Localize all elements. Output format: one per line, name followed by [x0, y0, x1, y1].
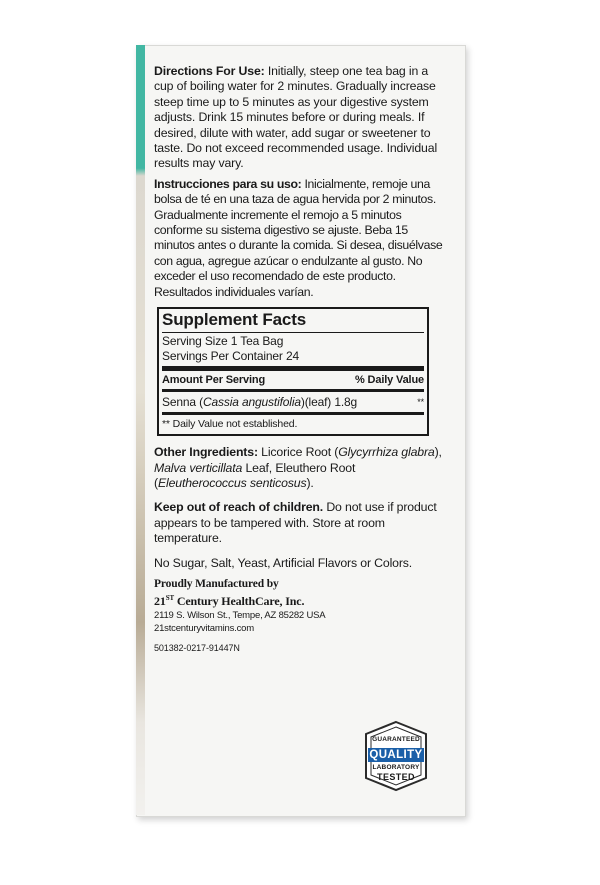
- instrucciones-label: Instrucciones para su uso:: [154, 176, 302, 191]
- other-ingredients: [154, 445, 444, 491]
- facts-mid-divider: [162, 389, 424, 392]
- manufacturer-name: [154, 591, 444, 609]
- directions-spanish: [154, 177, 444, 300]
- facts-divider: [162, 332, 424, 333]
- badge-top-text: GUARANTEED: [372, 736, 420, 743]
- proudly-manufactured: Proudly Manufactured by: [154, 577, 279, 590]
- directions-label: Directions For Use:: [154, 64, 265, 78]
- manufacturer-address: 2119 S. Wilson St., Tempe, AZ 85282 USA: [154, 609, 326, 621]
- ingredient-row: [162, 395, 424, 410]
- other-ingredients-label: Other Ingredients:: [154, 445, 258, 460]
- instrucciones-text: Inicialmente, remoje una bolsa de té en una taza de agua hervida por 2 minutos. Gradualmente incremente el remojo a 5 minutos conforme su sistema digestivo se ajuste. Beba 15 minutos antes o durante la comida. Si desea, disuélvase con agua, agregue azúcar o endulzante al gusto. No exceder el uso recomendado de este producto. Resultados individuales varían.: [154, 176, 443, 299]
- oi-text-3: Leaf, Eleuthero Root (: [154, 460, 356, 490]
- free-of-statement: No Sugar, Salt, Yeast, Artificial Flavors or Colors.: [154, 555, 413, 570]
- manufacturer-website: 21stcenturyvitamins.com: [154, 622, 254, 634]
- name-sup: ST: [165, 593, 174, 602]
- facts-footnote: ** Daily Value not established.: [162, 418, 298, 431]
- oi-latin-2: Malva verticillata: [154, 460, 243, 475]
- directions-text: Initially, steep one tea bag in a cup of boiling water for 2 minutes. Gradually increase steep time up to 5 minutes as your digestive system adjusts. Drink 15 minutes before or during meals. If desired, dilute with water, add sugar or sweetener to taste. Do not exceed recommended usage. Individual results may vary.: [154, 64, 438, 171]
- facts-bottom-divider: [162, 412, 424, 415]
- directions-english: [154, 64, 444, 172]
- oi-text-4: ).: [306, 475, 314, 490]
- oi-text-1: Licorice Root (: [257, 445, 339, 460]
- facts-thick-divider: [162, 366, 424, 371]
- manufacturer-block: [154, 577, 444, 656]
- ingredient-dv: **: [417, 397, 424, 408]
- oi-text-2: ),: [434, 445, 442, 460]
- badge-bottom-text-2: TESTED: [377, 772, 415, 782]
- warning-statement: [154, 500, 444, 546]
- badge-middle-text: QUALITY: [369, 749, 423, 761]
- ingredient-latin: Cassia angustifolia: [202, 395, 301, 410]
- name-rest: Century HealthCare, Inc.: [173, 593, 305, 608]
- ingredient-name: Senna (: [162, 395, 203, 410]
- ingredient-amount: )(leaf) 1.8g: [300, 395, 358, 410]
- serving-size: [162, 334, 424, 349]
- amount-per-serving-header: Amount Per Serving: [162, 374, 266, 387]
- badge-bottom-text-1: LABORATORY: [372, 764, 420, 771]
- name-prefix: 21: [154, 593, 166, 608]
- box-edge-strip: [136, 45, 145, 815]
- ingredient-text: [162, 395, 357, 410]
- serving-size-text: Serving Size 1 Tea Bag: [162, 334, 284, 349]
- upc-code: 501382-0217-91447N: [154, 642, 240, 653]
- oi-latin-3: Eleutherococcus senticosus: [157, 475, 307, 490]
- daily-value-header: % Daily Value: [355, 374, 424, 387]
- warning-text: Do not use if product appears to be tampered with. Store at room temperature.: [154, 500, 437, 546]
- warning-label: Keep out of reach of children.: [154, 500, 324, 515]
- servings-per-container: [162, 349, 424, 364]
- servings-text: Servings Per Container 24: [162, 349, 299, 364]
- supplement-facts-title: Supplement Facts: [162, 310, 307, 330]
- oi-latin-1: Glycyrrhiza glabra: [338, 445, 435, 460]
- supplement-facts-panel: [157, 307, 429, 436]
- facts-header-row: [162, 373, 424, 387]
- quality-tested-badge-icon: [360, 720, 432, 792]
- label-content: [154, 64, 444, 656]
